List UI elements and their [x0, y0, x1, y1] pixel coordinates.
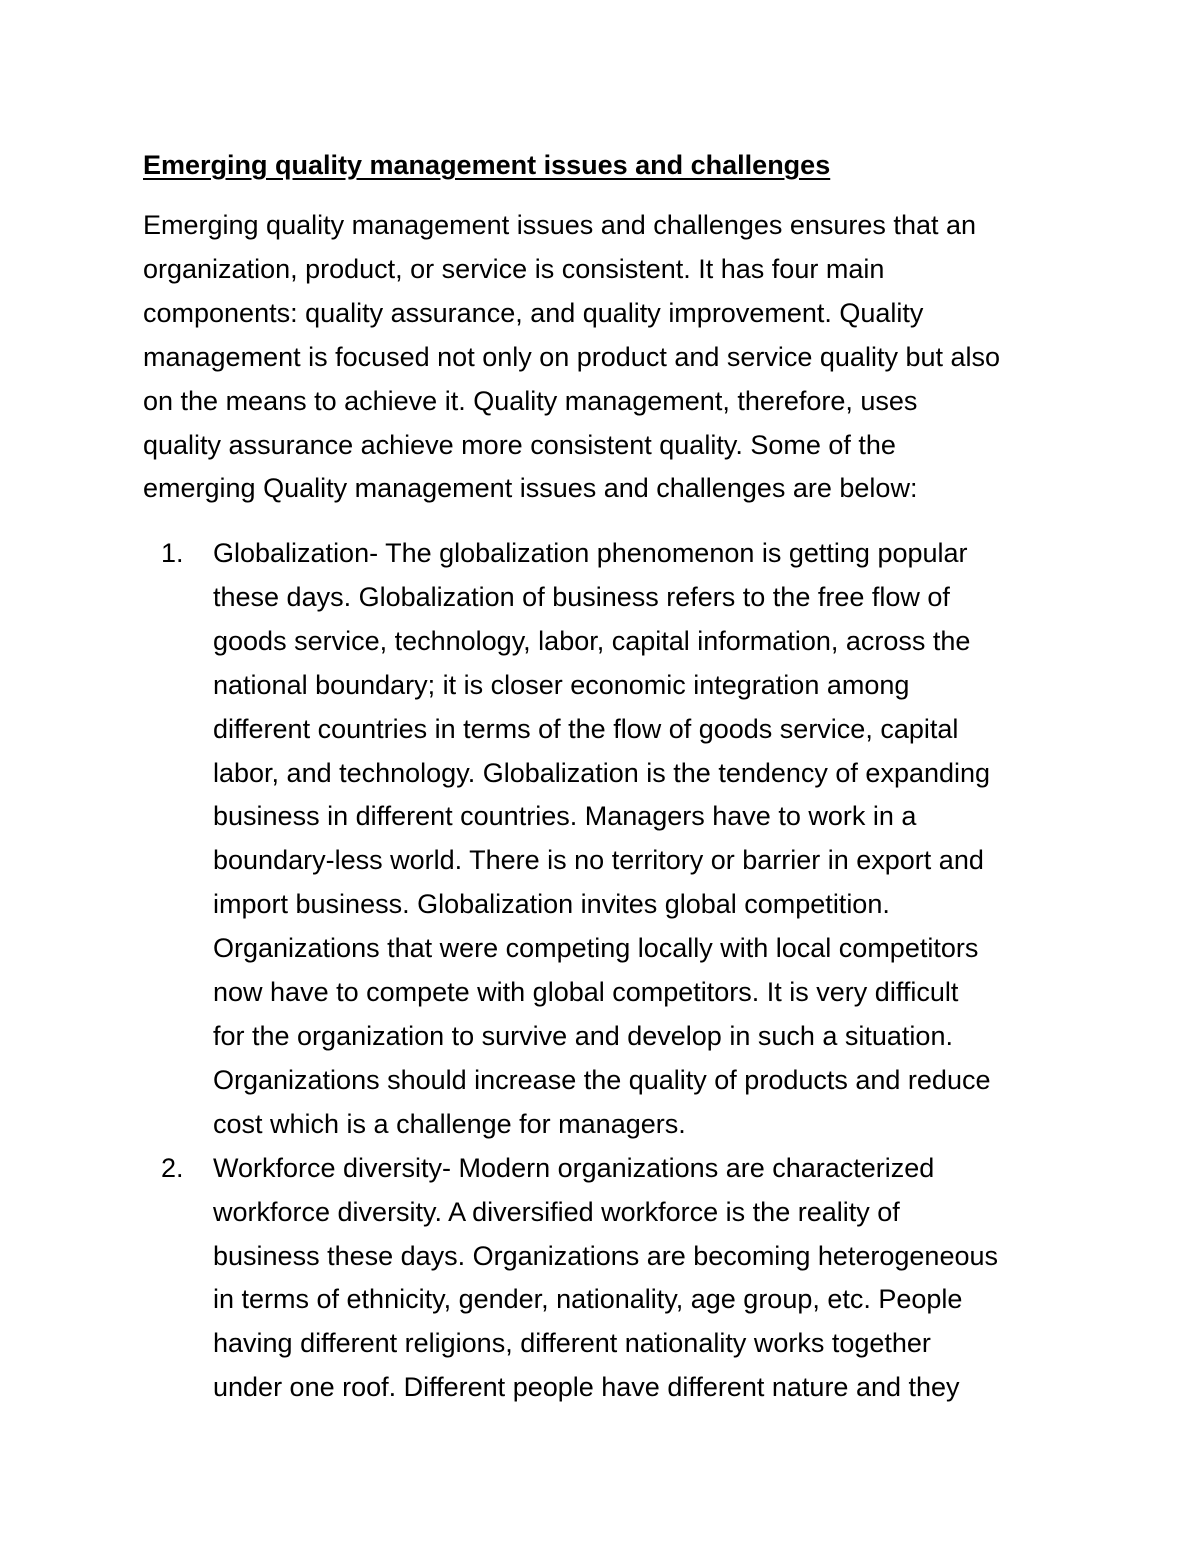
list-line: workforce diversity. A diversified workforce is the reality of: [213, 1196, 900, 1227]
list-line: import business. Globalization invites global competition.: [213, 889, 890, 920]
list-line: for the organization to survive and develop in such a situation.: [213, 1020, 953, 1051]
list-line: boundary-less world. There is no territory or barrier in export and: [213, 845, 984, 876]
intro-line: management is focused not only on product and service quality but also: [143, 341, 1001, 372]
list-line: business these days. Organizations are becoming heterogeneous: [213, 1240, 998, 1271]
intro-line: on the means to achieve it. Quality management, therefore, uses: [143, 385, 918, 416]
intro-line: emerging Quality management issues and challenges are below:: [143, 473, 918, 504]
list-line: labor, and technology. Globalization is the tendency of expanding: [213, 757, 991, 788]
list-line: Globalization- The globalization phenomenon is getting popular: [213, 538, 968, 568]
list-line: national boundary; it is closer economic integration among: [213, 669, 910, 700]
list-line: in terms of ethnicity, gender, nationality, age group, etc. People: [213, 1284, 963, 1315]
list-line: different countries in terms of the flow of goods service, capital: [213, 713, 959, 744]
intro-line: quality assurance achieve more consistent quality. Some of the: [143, 429, 896, 460]
list-line: business in different countries. Managers have to work in a: [213, 801, 917, 832]
list-line: having different religions, different nationality works together: [213, 1328, 931, 1359]
list-item-workforce-diversity: [143, 1147, 998, 1410]
intro-paragraph: [143, 204, 1000, 511]
list-line: under one roof. Different people have different nature and they: [213, 1372, 960, 1403]
intro-line: components: quality assurance, and quality improvement. Quality: [143, 297, 924, 328]
intro-line: Emerging quality management issues and challenges ensures that an: [143, 210, 977, 240]
list-marker: 2.: [161, 1152, 184, 1183]
list-line: goods service, technology, labor, capital information, across the: [213, 625, 971, 656]
intro-line: organization, product, or service is consistent. It has four main: [143, 253, 885, 284]
list-line: cost which is a challenge for managers.: [213, 1108, 686, 1139]
list-marker: 1.: [161, 538, 184, 568]
list-line: now have to compete with global competitors. It is very difficult: [213, 977, 959, 1008]
list-line: these days. Globalization of business refers to the free flow of: [213, 581, 950, 612]
list-line: Workforce diversity- Modern organizations are characterized: [213, 1152, 935, 1183]
list-line: Organizations should increase the quality of products and reduce: [213, 1064, 991, 1095]
challenges-list: [143, 532, 998, 1410]
list-item-globalization: [143, 532, 998, 1147]
document-title: Emerging quality management issues and challenges: [143, 150, 831, 180]
list-line: Organizations that were competing locally with local competitors: [213, 933, 979, 964]
